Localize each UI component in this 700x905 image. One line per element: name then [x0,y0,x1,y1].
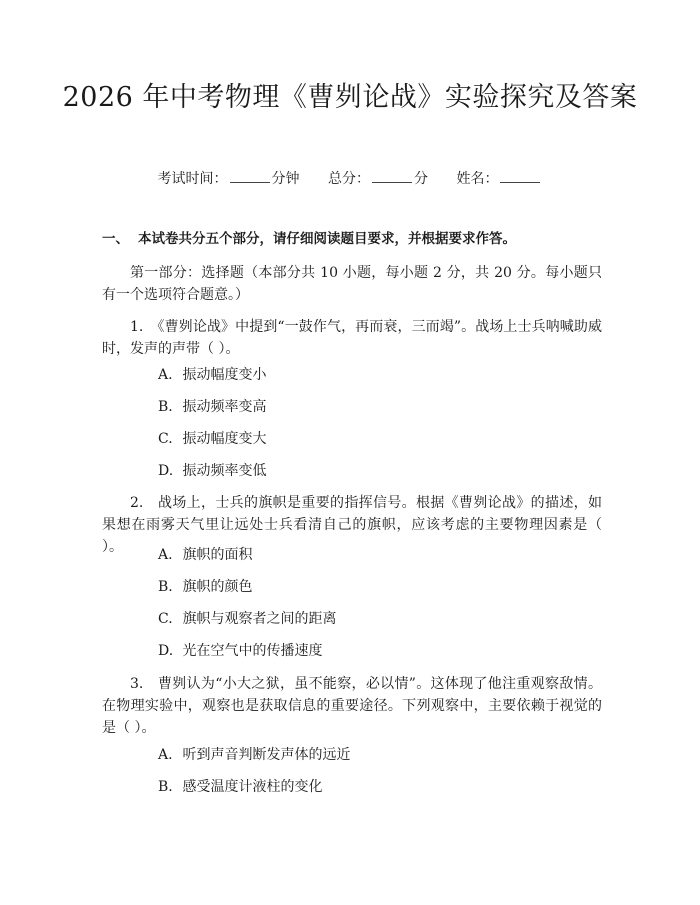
question-2-option-d [158,641,578,661]
option-letter: C. [158,431,173,447]
option-letter: A. [158,367,173,383]
question-3-stem: 3. 曹刿认为“小大之狱，虽不能察，必以情”。这体现了他注重观察敌情。在物理实验中，观察也是获取信息的重要途径。下列观察中，主要依赖于视觉的是（ ）。 [102,676,602,736]
option-text: 旗帜的面积 [182,547,253,563]
question-2-option-c [158,609,578,629]
option-text: 振动频率变低 [182,463,267,479]
option-letter: D. [158,643,174,659]
option-text: 振动幅度变小 [182,367,267,383]
option-letter: B. [158,399,173,415]
exam-time-unit: 分钟 [271,171,300,187]
question-3-option-b [158,777,578,797]
option-letter: A. [158,747,173,763]
option-text: 振动幅度变大 [182,431,267,447]
part1-intro: 第一部分：选择题（本部分共 10 小题，每小题 2 分，共 20 分。每小题只有一个选项符合题意。） [102,265,602,303]
total-score-unit: 分 [414,171,428,187]
option-letter: B. [158,579,173,595]
name-field [456,168,542,189]
question-1-stem: 1. 《曹刿论战》中提到“一鼓作气，再而衰，三而竭”。战场上士兵呐喊助威时，发声的声带（ ）。 [102,319,602,357]
option-text: 振动频率变高 [182,399,267,415]
exam-time-blank [230,168,270,183]
option-text: 旗帜的颜色 [182,579,253,595]
question-1-option-c [158,429,578,449]
question-2-option-b [158,577,578,597]
exam-info-line [0,168,700,189]
question-3-option-a [158,745,578,765]
section-instructions: 本试卷共分五个部分，请仔细阅读题目要求，并根据要求作答。 [138,231,516,247]
option-text: 旗帜与观察者之间的距离 [182,611,337,627]
option-letter: C. [158,611,173,627]
total-score-label: 总分： [328,171,370,187]
total-score-blank [372,168,412,183]
option-text: 听到声音判断发声体的远近 [182,747,351,763]
option-letter: A. [158,547,173,563]
question-2-option-a [158,545,578,565]
question-1-option-a [158,365,578,385]
option-letter: D. [158,463,174,479]
exam-time-label: 考试时间： [157,171,228,187]
question-1-option-b [158,397,578,417]
option-text: 感受温度计液柱的变化 [182,779,323,795]
document-title: 2026 年中考物理《曹刿论战》实验探究及答案 [62,82,638,113]
section-heading [102,229,622,249]
question-2-stem: 2. 战场上，士兵的旗帜是重要的指挥信号。根据《曹刿论战》的描述，如果想在雨雾天气里让远处士兵看清自己的旗帜，应该考虑的主要物理因素是（ ）。 [102,495,602,555]
exam-time-field [158,168,300,189]
option-text: 光在空气中的传播速度 [182,643,323,659]
total-score-field [328,168,428,189]
name-label: 姓名： [456,171,499,187]
name-blank [500,168,540,183]
option-letter: B. [158,779,173,795]
question-1-option-d [158,461,578,481]
section-number: 一、 [102,231,129,247]
